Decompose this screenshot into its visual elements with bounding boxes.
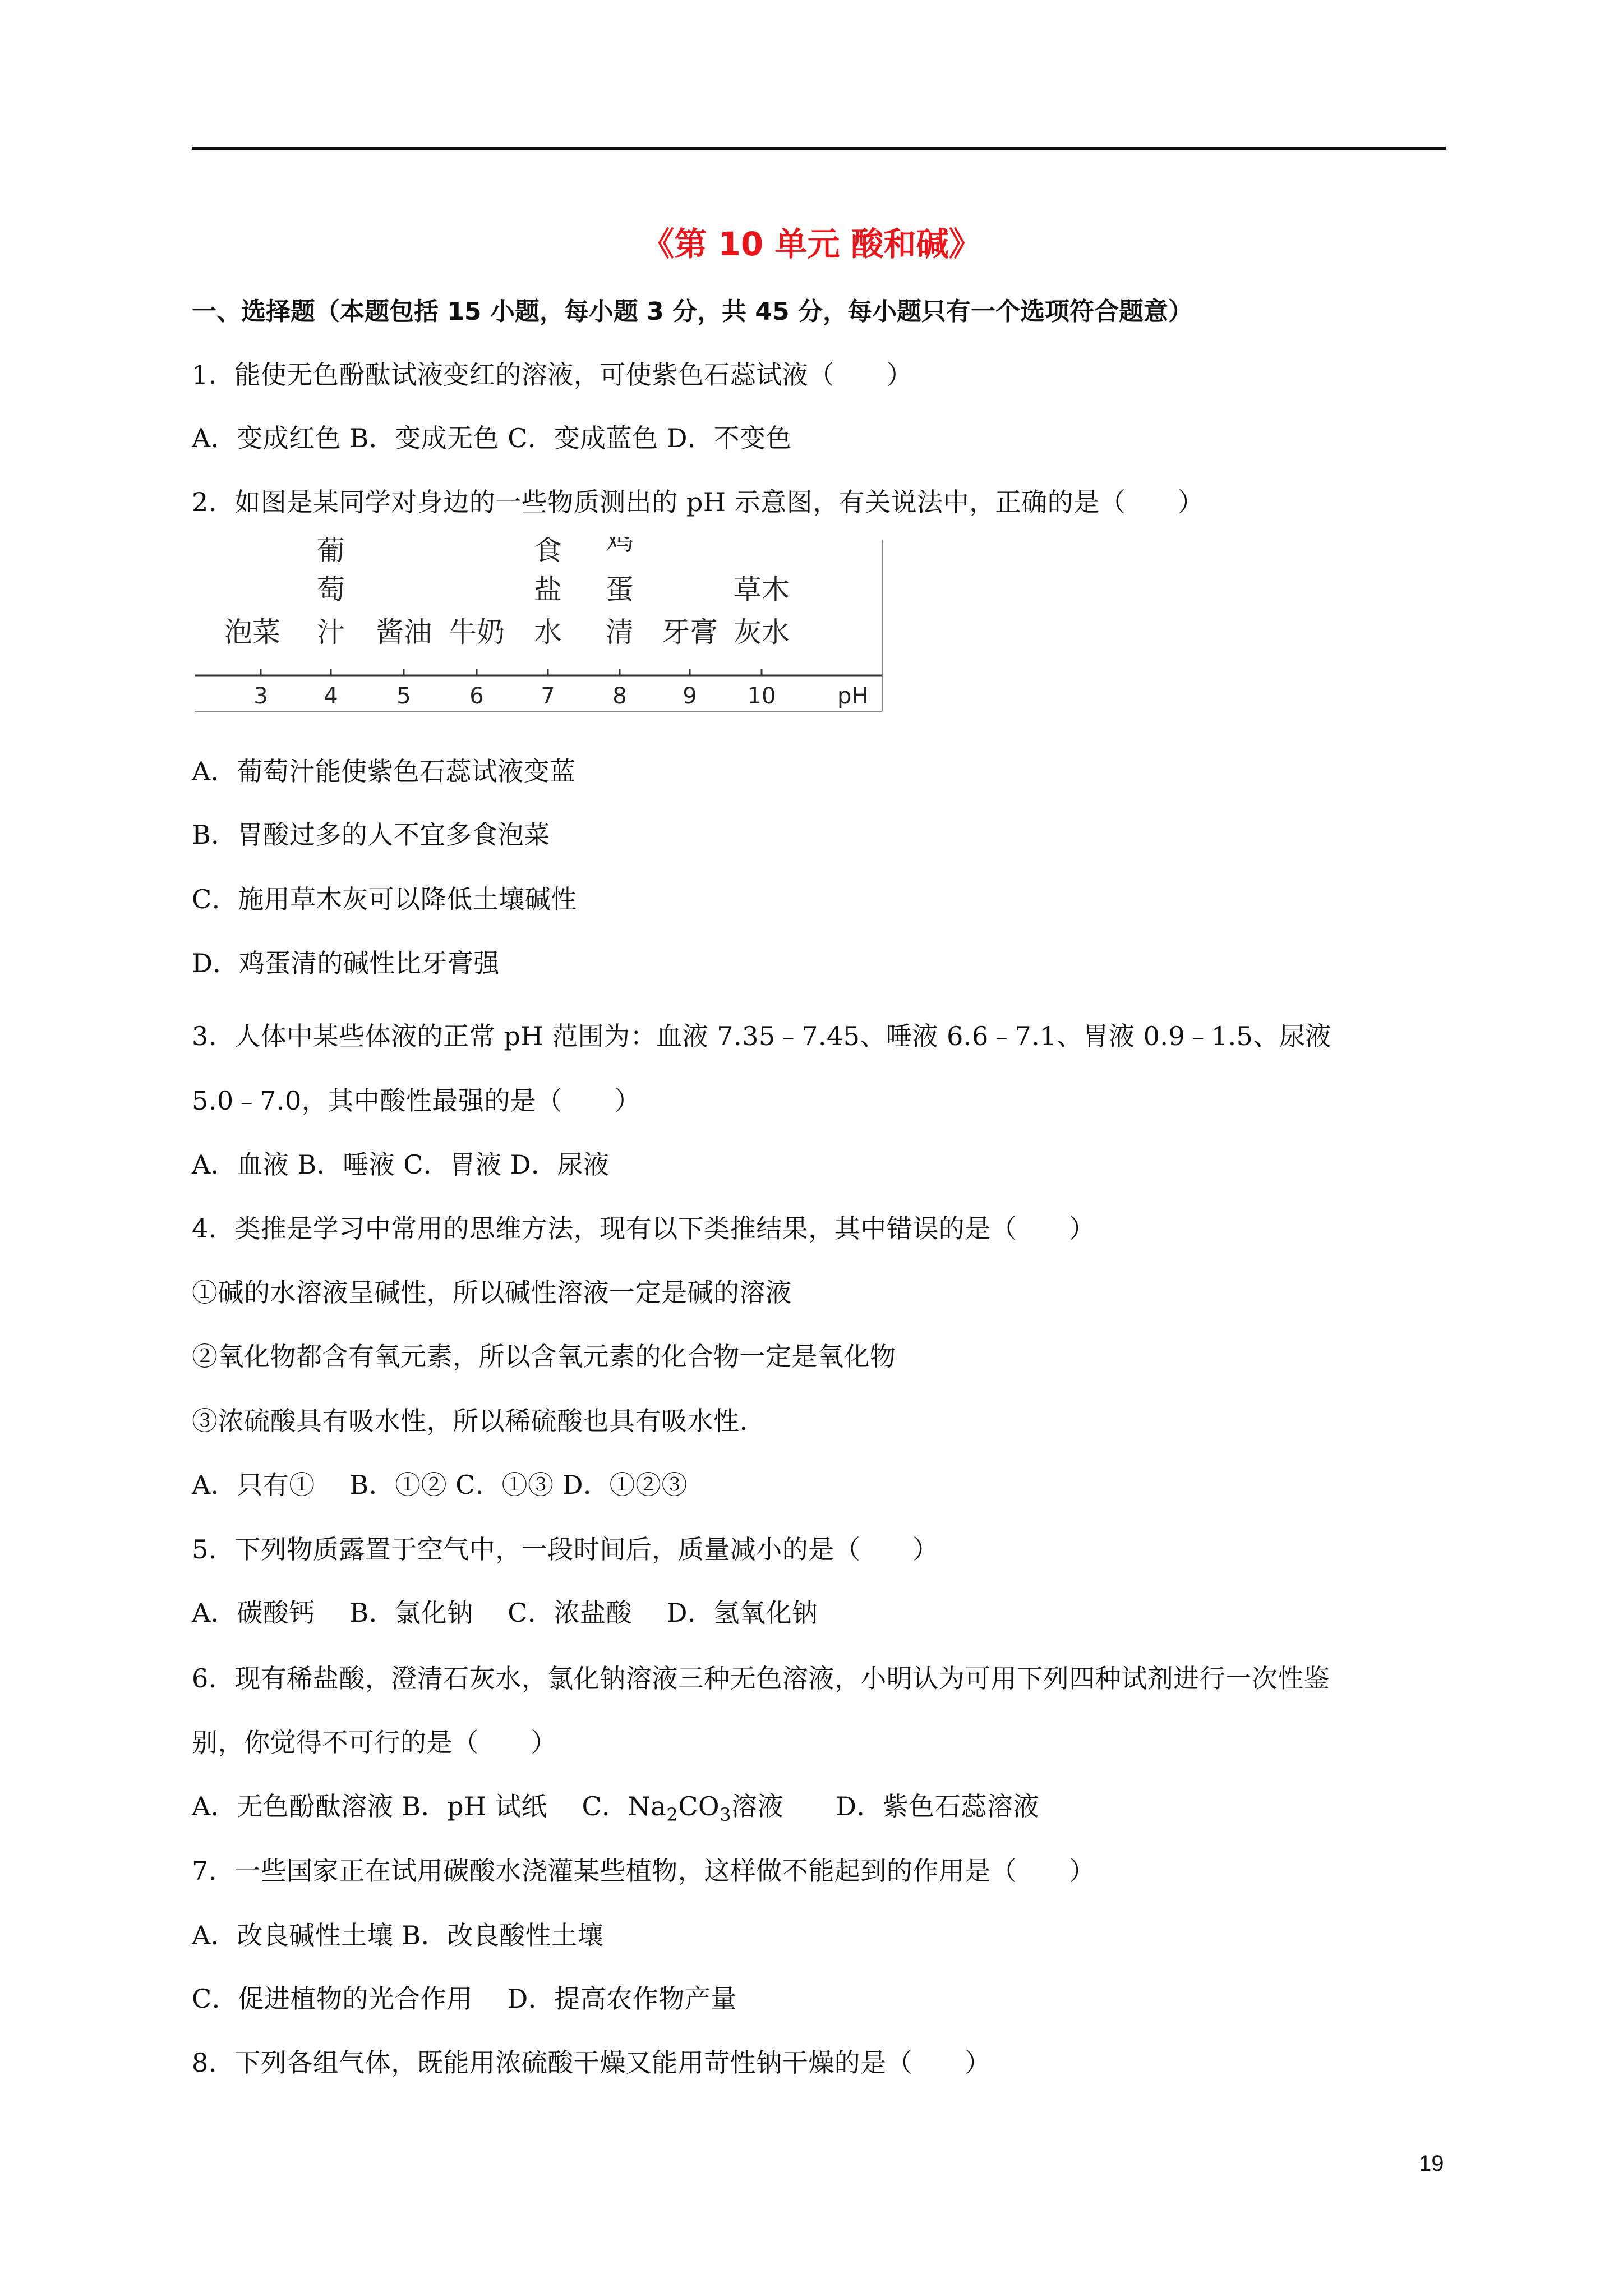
- substance-label-text: 泡菜: [224, 616, 280, 648]
- q6-options-part2: CO: [678, 1791, 720, 1821]
- substance-label-text: 蛋: [606, 573, 634, 606]
- substance-label-text: 牙膏: [662, 616, 718, 648]
- question-6: 6．现有稀盐酸，澄清石灰水，氯化钠溶液三种无色溶液，小明认为可用下列四种试剂进行一次性鉴: [192, 1663, 1330, 1694]
- substance-label: [606, 537, 634, 648]
- substance-label: [534, 537, 562, 648]
- question-2-option-a: A．葡萄汁能使紫色石蕊试液变蓝: [192, 756, 576, 786]
- question-5: 5．下列物质露置于空气中，一段时间后，质量减小的是（ ）: [192, 1534, 939, 1565]
- document-title: 《第 10 单元 酸和碱》: [642, 225, 981, 263]
- substance-label: [449, 616, 505, 648]
- question-1: 1．能使无色酚酞试液变红的溶液，可使紫色石蕊试液（ ）: [192, 360, 913, 390]
- substance-label-text: 鸡: [606, 537, 634, 556]
- q6-subscript-3: 3: [720, 1804, 731, 1825]
- question-3-continued: 5.0﹣7.0，其中酸性最强的是（ ）: [192, 1085, 641, 1116]
- substance-label-text: 酱油: [376, 616, 432, 648]
- ph-tick-label: 5: [396, 683, 411, 709]
- question-2-option-b: B．胃酸过多的人不宜多食泡菜: [192, 820, 550, 850]
- question-4-statement-2: ②氧化物都含有氧元素，所以含氧元素的化合物一定是氧化物: [192, 1341, 896, 1372]
- substance-label-text: 草木: [734, 573, 790, 606]
- substance-label: [662, 616, 718, 648]
- top-rule: [192, 147, 1446, 150]
- ph-tick-label: 6: [469, 683, 484, 709]
- ph-tick-label: 3: [253, 683, 268, 709]
- substance-label-text: 葡: [317, 537, 345, 567]
- ph-ticks: [261, 669, 762, 675]
- substance-label-text: 清: [606, 616, 634, 648]
- question-7-options-ab: A．改良碱性土壤 B．改良酸性土壤: [192, 1920, 604, 1950]
- q6-options-part3: 溶液 D．紫色石蕊溶液: [731, 1791, 1039, 1821]
- substance-label: [317, 537, 345, 648]
- substance-label: [376, 616, 432, 648]
- q6-subscript-2: 2: [666, 1804, 679, 1825]
- question-4-options: A．只有① B．①② C．①③ D．①②③: [192, 1470, 688, 1500]
- question-3: 3．人体中某些体液的正常 pH 范围为：血液 7.35﹣7.45、唾液 6.6﹣7.1、胃液 0.9﹣1.5、尿液: [192, 1021, 1331, 1051]
- q6-options-part1: A．无色酚酞溶液 B．pH 试纸 C．Na: [192, 1791, 667, 1821]
- section-heading: 一、选择题（本题包括 15 小题，每小题 3 分，共 45 分，每小题只有一个选项符合题意）: [192, 297, 1193, 326]
- page-number: 19: [1419, 2151, 1444, 2176]
- substance-label-text: 萄: [317, 573, 345, 606]
- question-3-options: A．血液 B．唾液 C．胃液 D．尿液: [192, 1149, 610, 1180]
- ph-scale-svg: [193, 537, 883, 712]
- question-7-options-cd: C．促进植物的光合作用 D．提高农作物产量: [192, 1984, 737, 2014]
- question-2: 2．如图是某同学对身边的一些物质测出的 pH 示意图，有关说法中，正确的是（ ）: [192, 487, 1204, 517]
- question-6-continued: 别，你觉得不可行的是（ ）: [192, 1727, 557, 1757]
- ph-tick-label: 4: [324, 683, 338, 709]
- substance-label-text: 水: [534, 616, 562, 648]
- ph-tick-labels: [253, 683, 776, 709]
- question-4: 4．类推是学习中常用的思维方法，现有以下类推结果，其中错误的是（ ）: [192, 1213, 1095, 1244]
- ph-scale-figure: [193, 537, 883, 712]
- substance-label: [734, 573, 790, 648]
- question-5-options: A．碳酸钙 B．氯化钠 C．浓盐酸 D．氢氧化钠: [192, 1598, 818, 1628]
- substance-label-text: 灰水: [734, 616, 790, 648]
- substance-label-text: 食: [534, 537, 562, 567]
- substance-label-text: 牛奶: [449, 616, 505, 648]
- question-2-option-c: C．施用草木灰可以降低土壤碱性: [192, 884, 577, 914]
- ph-tick-label: 10: [747, 683, 776, 709]
- question-4-statement-3: ③浓硫酸具有吸水性，所以稀硫酸也具有吸水性.: [192, 1406, 748, 1436]
- substance-labels: [224, 537, 790, 648]
- question-8: 8．下列各组气体，既能用浓硫酸干燥又能用苛性钠干燥的是（ ）: [192, 2047, 991, 2078]
- substance-label-text: 汁: [317, 616, 345, 648]
- question-4-statement-1: ①碱的水溶液呈碱性，所以碱性溶液一定是碱的溶液: [192, 1277, 792, 1308]
- question-1-options: A．变成红色 B．变成无色 C．变成蓝色 D．不变色: [192, 423, 792, 453]
- ph-axis-label: pH: [837, 683, 869, 709]
- question-6-options: [192, 1789, 1446, 1832]
- question-2-option-d: D．鸡蛋清的碱性比牙膏强: [192, 948, 500, 978]
- question-7: 7．一些国家正在试用碳酸水浇灌某些植物，这样做不能起到的作用是（ ）: [192, 1856, 1095, 1886]
- substance-label-text: 盐: [534, 573, 562, 606]
- substance-label: [224, 616, 280, 648]
- ph-tick-label: 7: [541, 683, 555, 709]
- ph-tick-label: 9: [683, 683, 697, 709]
- ph-tick-label: 8: [612, 683, 627, 709]
